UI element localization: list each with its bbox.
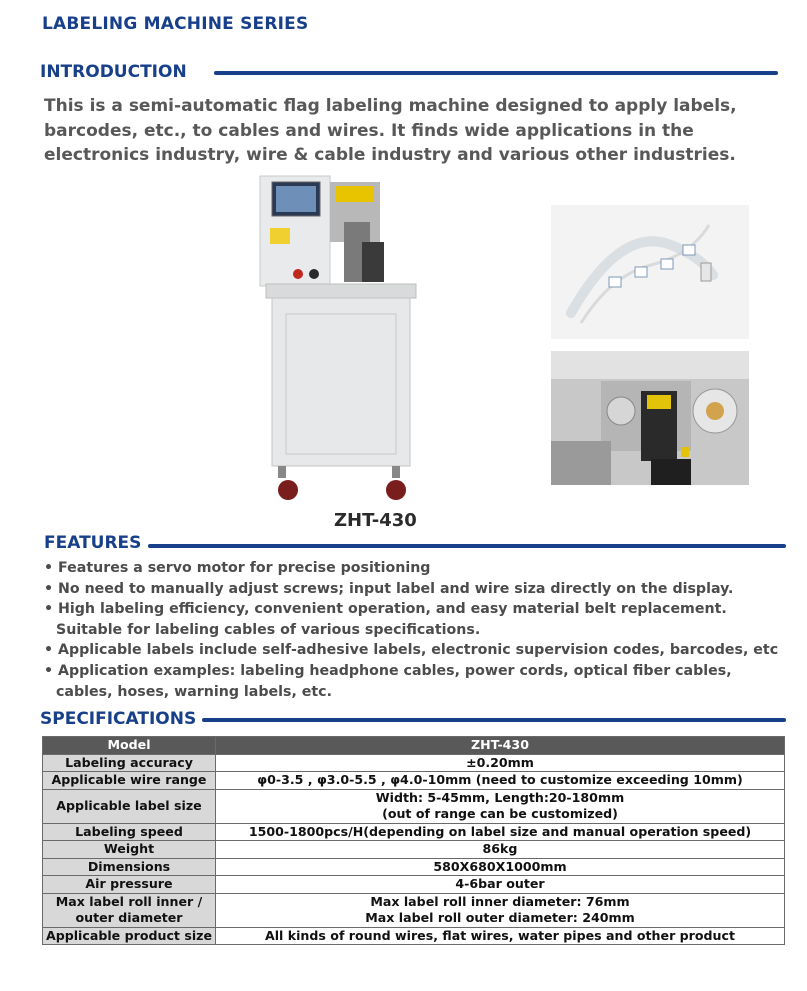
header-key-cell: Model bbox=[43, 737, 216, 755]
spec-key-cell: Applicable wire range bbox=[43, 772, 216, 790]
spec-key-cell: Weight bbox=[43, 841, 216, 859]
table-row bbox=[43, 754, 785, 772]
spec-value-cell: 580X680X1000mm bbox=[216, 858, 785, 876]
spec-value-cell: Max label roll inner diameter: 76mm Max label roll outer diameter: 240mm bbox=[216, 893, 785, 927]
spec-value-cell: Width: 5-45mm, Length:20-180mm (out of range can be customized) bbox=[216, 789, 785, 823]
labeling-head-closeup-photo bbox=[551, 351, 749, 485]
features-heading: FEATURES bbox=[44, 533, 142, 553]
features-list bbox=[44, 558, 778, 702]
spec-key-cell: Labeling speed bbox=[43, 823, 216, 841]
table-row bbox=[43, 876, 785, 894]
introduction-divider bbox=[214, 71, 778, 75]
table-row bbox=[43, 772, 785, 790]
table-row bbox=[43, 823, 785, 841]
spec-value-cell: 86kg bbox=[216, 841, 785, 859]
spec-value-cell: 1500-1800pcs/H(depending on label size and manual operation speed) bbox=[216, 823, 785, 841]
page-title: LABELING MACHINE SERIES bbox=[42, 14, 309, 34]
feature-item: • Applicable labels include self-adhesive labels, electronic supervision codes, barcodes, etc bbox=[44, 640, 778, 661]
specifications-divider bbox=[202, 718, 786, 722]
spec-key-cell: Applicable label size bbox=[43, 789, 216, 823]
spec-key-cell: Dimensions bbox=[43, 858, 216, 876]
feature-item: • High labeling efficiency, convenient operation, and easy material belt replacement. Suitable for labeling cables of various specifications. bbox=[44, 599, 778, 640]
feature-item: • Features a servo motor for precise positioning bbox=[44, 558, 778, 579]
features-divider bbox=[148, 544, 786, 548]
spec-key-cell: Air pressure bbox=[43, 876, 216, 894]
spec-key-cell: Applicable product size bbox=[43, 927, 216, 945]
table-row bbox=[43, 858, 785, 876]
feature-item: • Application examples: labeling headphone cables, power cords, optical fiber cables, cables, hoses, warning labels, etc. bbox=[44, 661, 778, 702]
spec-value-cell: All kinds of round wires, flat wires, water pipes and other product bbox=[216, 927, 785, 945]
table-row bbox=[43, 893, 785, 927]
spec-key-cell: Labeling accuracy bbox=[43, 754, 216, 772]
table-row bbox=[43, 927, 785, 945]
specifications-table bbox=[42, 736, 785, 945]
table-header-row bbox=[43, 737, 785, 755]
table-row bbox=[43, 789, 785, 823]
spec-value-cell: 4-6bar outer bbox=[216, 876, 785, 894]
spec-value-cell: φ0-3.5 , φ3.0-5.5 , φ4.0-10mm (need to customize exceeding 10mm) bbox=[216, 772, 785, 790]
table-row bbox=[43, 841, 785, 859]
spec-key-cell: Max label roll inner / outer diameter bbox=[43, 893, 216, 927]
header-value-cell: ZHT-430 bbox=[216, 737, 785, 755]
feature-item: • No need to manually adjust screws; input label and wire siza directly on the display. bbox=[44, 579, 778, 600]
model-caption: ZHT-430 bbox=[334, 510, 417, 531]
machine-photo bbox=[252, 172, 422, 504]
introduction-heading: INTRODUCTION bbox=[40, 62, 187, 82]
spec-value-cell: ±0.20mm bbox=[216, 754, 785, 772]
labeled-cable-sample-photo bbox=[551, 205, 749, 339]
introduction-text: This is a semi-automatic flag labeling machine designed to apply labels, barcodes, etc., to cables and wires. It finds wide applications in the electronics industry, wire & cable industry and various other industries. bbox=[44, 96, 737, 165]
specifications-heading: SPECIFICATIONS bbox=[40, 709, 197, 729]
